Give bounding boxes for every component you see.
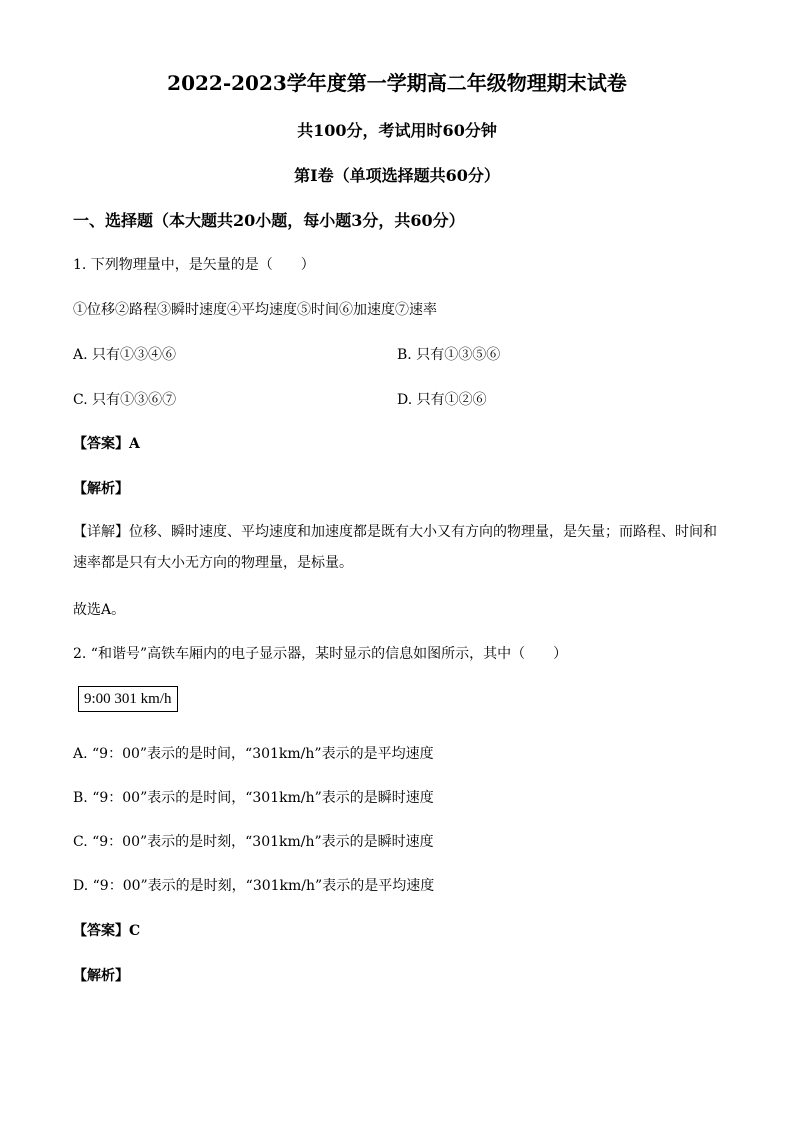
question-2-option-c: C. “9：00”表示的是时刻，“301km/h”表示的是瞬时速度 <box>73 834 434 850</box>
question-1-stem: 1. 下列物理量中，是矢量的是（ ） <box>73 257 315 273</box>
question-2-option-a: A. “9：00”表示的是时间，“301km/h”表示的是平均速度 <box>73 746 434 762</box>
question-1-analysis-label: 【解析】 <box>73 481 129 497</box>
question-1-option-d: D. 只有①②⑥ <box>397 392 487 408</box>
question-1-option-a: A. 只有①③④⑥ <box>73 347 177 363</box>
question-1-detail: 【详解】位移、瞬时速度、平均速度和加速度都是既有大小又有方向的物理量，是矢量；而路程、时间和速率都是只有大小无方向的物理量，是标量。 <box>73 524 717 571</box>
part-heading: 第Ⅰ卷（单项选择题共60分） <box>294 166 500 185</box>
exam-subtitle: 共100分，考试用时60分钟 <box>297 121 497 140</box>
question-1-conclusion: 故选A。 <box>73 602 126 618</box>
question-1-answer: 【答案】A <box>73 436 140 452</box>
exam-title: 2022-2023学年度第一学期高二年级物理期末试卷 <box>167 71 627 95</box>
question-1-option-b: B. 只有①③⑤⑥ <box>397 347 501 363</box>
train-display-box: 9:00 301 km/h <box>78 686 178 712</box>
question-2-option-b: B. “9：00”表示的是时间，“301km/h”表示的是瞬时速度 <box>73 790 434 806</box>
question-1-items: ①位移②路程③瞬时速度④平均速度⑤时间⑥加速度⑦速率 <box>73 302 437 318</box>
question-2-answer: 【答案】C <box>73 923 141 939</box>
question-2-option-d: D. “9：00”表示的是时刻，“301km/h”表示的是平均速度 <box>73 878 435 894</box>
question-1-option-c: C. 只有①③⑥⑦ <box>73 392 177 408</box>
question-2-analysis-label: 【解析】 <box>73 968 129 984</box>
question-2-stem: 2. “和谐号”高铁车厢内的电子显示器，某时显示的信息如图所示，其中（ ） <box>73 646 568 662</box>
section-heading: 一、选择题（本大题共20小题，每小题3分，共60分） <box>73 211 465 230</box>
